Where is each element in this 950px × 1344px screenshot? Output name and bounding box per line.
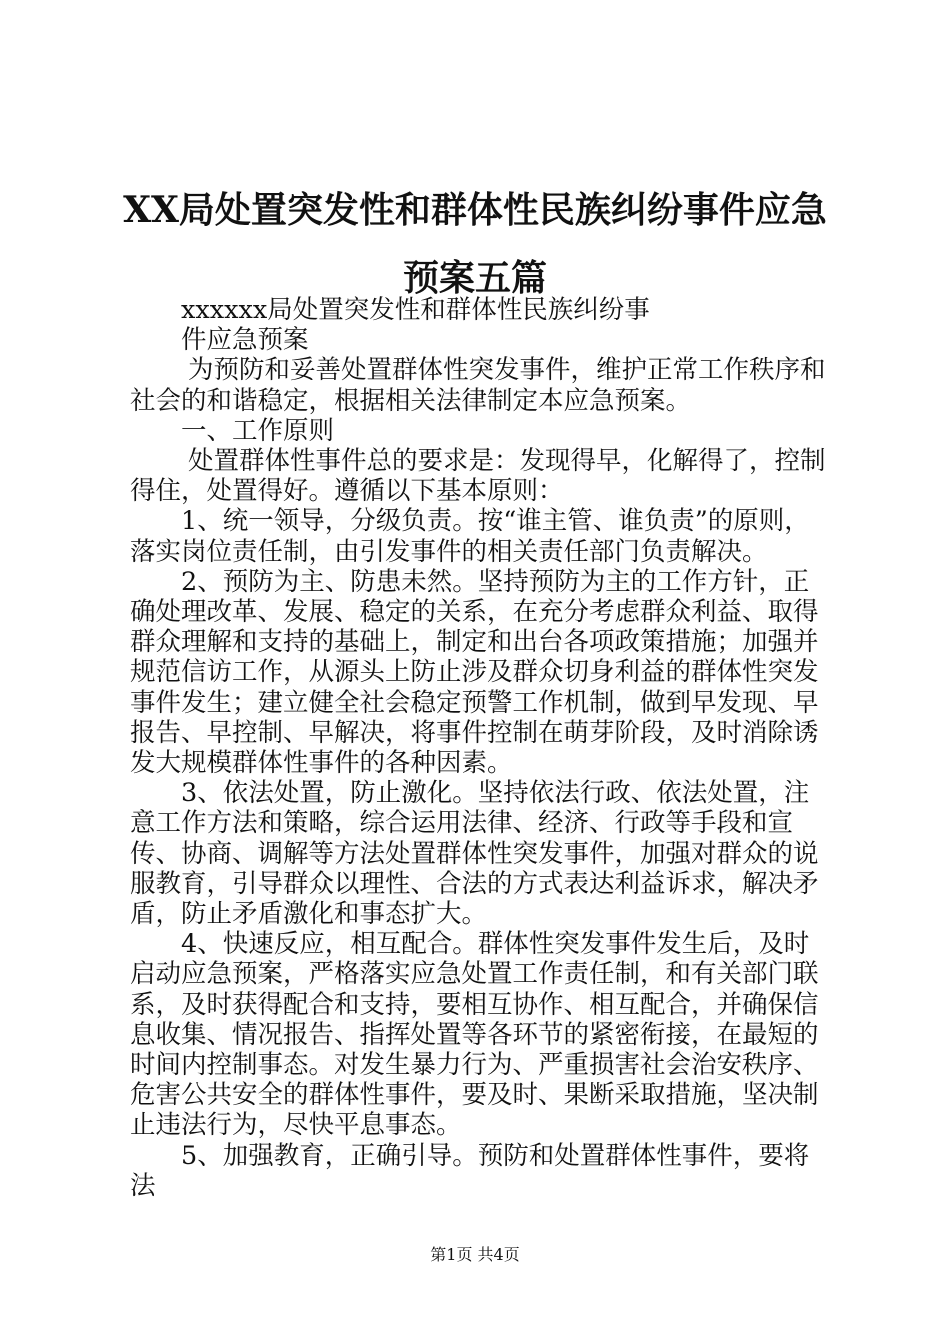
document-title (120, 176, 830, 312)
title-line-1: XX局处置突发性和群体性民族纠纷事件应急 (123, 189, 827, 231)
paragraph-principle-5: 5、加强教育，正确引导。预防和处置群体性事件，要将法 (130, 1140, 810, 1201)
section-heading-principles: 一、工作原则 (181, 415, 335, 446)
paragraph-requirements: 处置群体性事件总的要求是：发现得早，化解得了，控制得住，处置得好。遵循以下基本原则： (130, 446, 826, 507)
title-line-2: 预案五篇 (402, 257, 547, 299)
paragraph-principle-4: 4、快速反应，相互配合。群体性突发事件发生后，及时启动应急预案，严格落实应急处置工作责任制，和有关部门联系，及时获得配合和支持，要相互协作、相互配合，并确保信息收集、情况报告、指挥处置等各环节的紧密衔接，在最短的时间内控制事态。对发生暴力行为、严重损害社会治安秩序、危害公共安全的群体性事件，要及时、果断采取措施，坚决制止违法行为，尽快平息事态。 (130, 929, 819, 1141)
page-footer: 第1页 共4页 (430, 1245, 520, 1264)
paragraph-principle-1: 1、统一领导，分级负责。按“谁主管、谁负责”的原则，落实岗位责任制，由引发事件的相关责任部门负责解决。 (130, 506, 810, 567)
subtitle-line-2: 件应急预案 (181, 325, 309, 356)
subtitle-line-1: xxxxxx局处置突发性和群体性民族纠纷事 (181, 295, 650, 325)
paragraph-principle-2: 2、预防为主、防患未然。坚持预防为主的工作方针，正确处理改革、发展、稳定的关系，在充分考虑群众利益、取得群众理解和支持的基础上，制定和出台各项政策措施；加强并规范信访工作，从源头上防止涉及群众切身利益的群体性突发事件发生；建立健全社会稳定预警工作机制，做到早发现、早报告、早控制、早解决，将事件控制在萌芽阶段，及时消除诱发大规模群体性事件的各种因素。 (130, 566, 819, 779)
paragraph-intro: 为预防和妥善处置群体性突发事件，维护正常工作秩序和社会的和谐稳定，根据相关法律制定本应急预案。 (130, 355, 826, 416)
document-body (130, 295, 830, 1201)
paragraph-principle-3: 3、依法处置，防止激化。坚持依法行政、依法处置，注意工作方法和策略，综合运用法律、经济、行政等手段和宣传、协商、调解等方法处置群体性突发事件，加强对群众的说服教育，引导群众以理性、合法的方式表达利益诉求，解决矛盾，防止矛盾激化和事态扩大。 (130, 778, 819, 930)
